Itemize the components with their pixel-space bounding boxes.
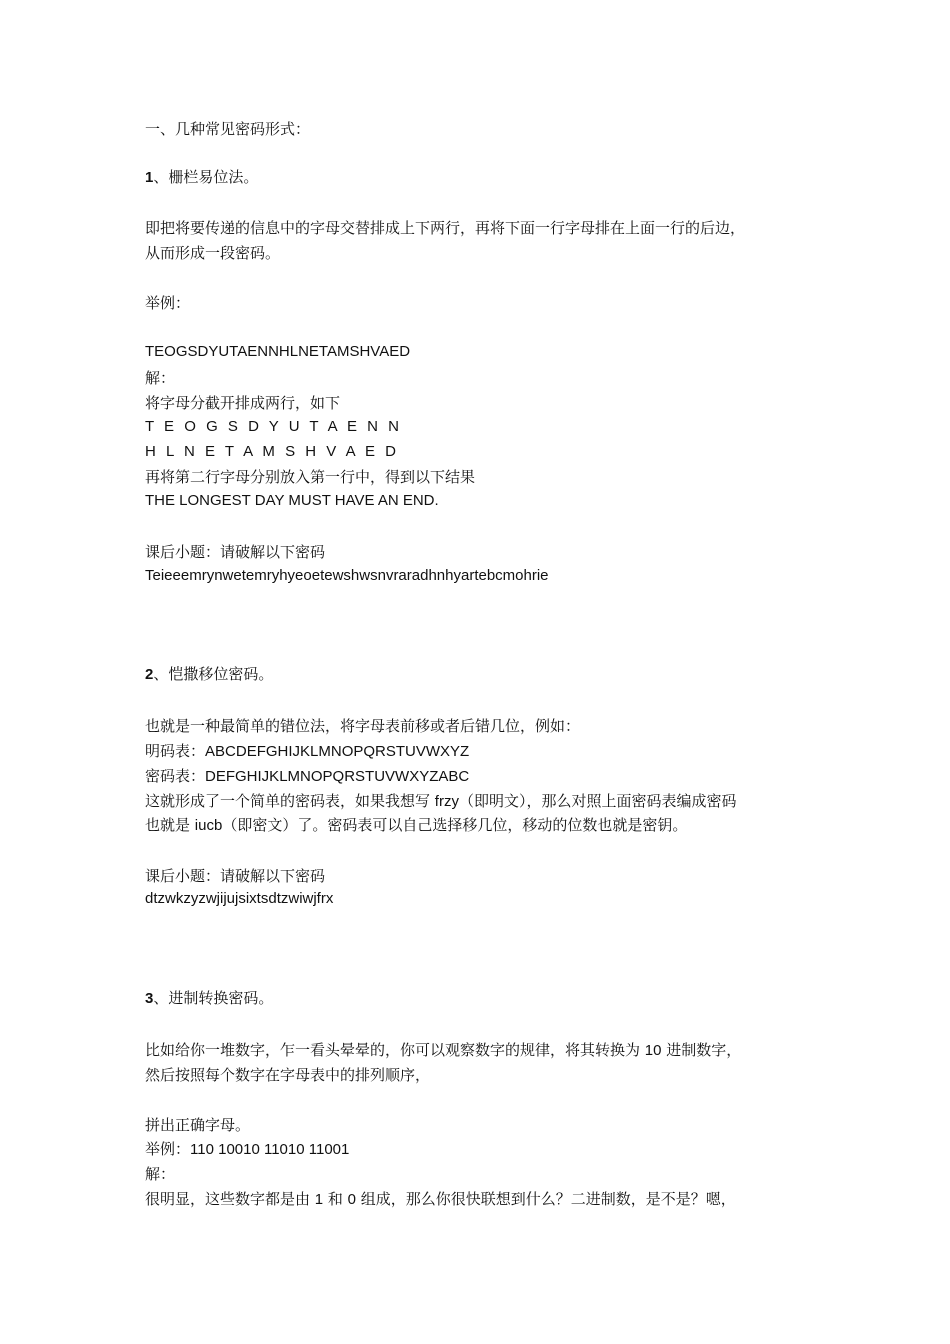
section-3-solve-label: 解：: [145, 1165, 176, 1183]
section-3-title: [145, 986, 273, 1011]
plain-table-value: ABCDEFGHIJKLMNOPQRSTUVWXYZ: [205, 743, 470, 760]
para-1-end: （即明文），那么对照上面密码表编成密码: [458, 792, 737, 810]
desc-1-end: 进制数字，: [661, 1041, 742, 1059]
section-1-number: 1: [145, 169, 154, 186]
section-1-title: [145, 165, 258, 190]
base-number: 10: [644, 1042, 662, 1059]
para-2-end: （即密文）了。密码表可以自己选择移几位，移动的位数也就是密钥。: [222, 816, 688, 834]
section-3-example: [145, 1137, 349, 1162]
section-3-number: 3: [145, 990, 154, 1007]
plain-word: frzy: [434, 793, 459, 810]
section-3-desc-line-1: [145, 1038, 741, 1063]
section-2-cipher-table: [145, 764, 469, 789]
section-1-step-1: 将字母分截开排成两行，如下: [145, 394, 341, 412]
intro-heading: 一、几种常见密码形式：: [145, 120, 311, 138]
last-end: 组成，那么你很快联想到什么？二进制数，是不是？嗯，: [356, 1190, 736, 1208]
example-binary: 110 10010 11010 11001: [190, 1141, 350, 1158]
section-2-para-line-1: [145, 789, 736, 814]
section-1-plaintext: THE LONGEST DAY MUST HAVE AN END.: [145, 492, 439, 509]
last-and: 和: [323, 1190, 348, 1208]
plain-table-label: 明码表：: [145, 742, 206, 760]
section-1-step-2: 再将第二行字母分别放入第一行中，得到以下结果: [145, 468, 476, 486]
section-2-number: 2: [145, 666, 154, 683]
section-1-title-text: 、栅栏易位法。: [153, 168, 259, 186]
para-1-start: 这就形成了一个简单的密码表，如果我想写: [145, 792, 435, 810]
section-1-example-label: 举例：: [145, 294, 191, 312]
section-3-title-text: 、进制转换密码。: [153, 989, 274, 1007]
digit-zero: 0: [347, 1191, 357, 1208]
section-2-plain-table: [145, 739, 469, 764]
section-2-title: [145, 662, 273, 687]
section-2-exercise-cipher: dtzwkzyzwjijujsixtsdtzwiwjfrx: [145, 890, 334, 907]
section-1-exercise-label: 课后小题：请破解以下密码: [145, 543, 326, 561]
section-3-desc-line-2: 然后按照每个数字在字母表中的排列顺序，: [145, 1066, 431, 1084]
section-1-desc-line-1: 即把将要传递的信息中的字母交替排成上下两行，再将下面一行字母排在上面一行的后边，: [145, 219, 746, 237]
example-label: 举例：: [145, 1140, 191, 1158]
section-3-desc-line-3: 拼出正确字母。: [145, 1116, 251, 1134]
section-2-desc: 也就是一种最简单的错位法，将字母表前移或者后错几位，例如：: [145, 717, 581, 735]
section-1-row-1: T E O G S D Y U T A E N N: [145, 418, 403, 435]
section-1-row-2: H L N E T A M S H V A E D: [145, 443, 399, 460]
cipher-table-label: 密码表：: [145, 767, 206, 785]
section-2-exercise-label: 课后小题：请破解以下密码: [145, 867, 326, 885]
section-2-title-text: 、恺撒移位密码。: [153, 665, 274, 683]
section-3-last-line: [145, 1187, 736, 1212]
digit-one: 1: [314, 1191, 324, 1208]
section-1-solve-label: 解：: [145, 369, 176, 387]
para-2-start: 也就是: [145, 816, 195, 834]
section-2-para-line-2: [145, 813, 687, 838]
section-1-cipher: TEOGSDYUTAENNHLNETAMSHVAED: [145, 343, 411, 360]
cipher-word: iucb: [194, 817, 223, 834]
last-start: 很明显，这些数字都是由: [145, 1190, 315, 1208]
cipher-table-value: DEFGHIJKLMNOPQRSTUVWXYZABC: [205, 768, 470, 785]
section-1-desc-line-2: 从而形成一段密码。: [145, 244, 281, 262]
desc-1-start: 比如给你一堆数字，乍一看头晕晕的，你可以观察数字的规律，将其转换为: [145, 1041, 645, 1059]
section-1-exercise-cipher: Teieeemrynwetemryhyeoetewshwsnvraradhnhyartebcmohrie: [145, 567, 549, 584]
